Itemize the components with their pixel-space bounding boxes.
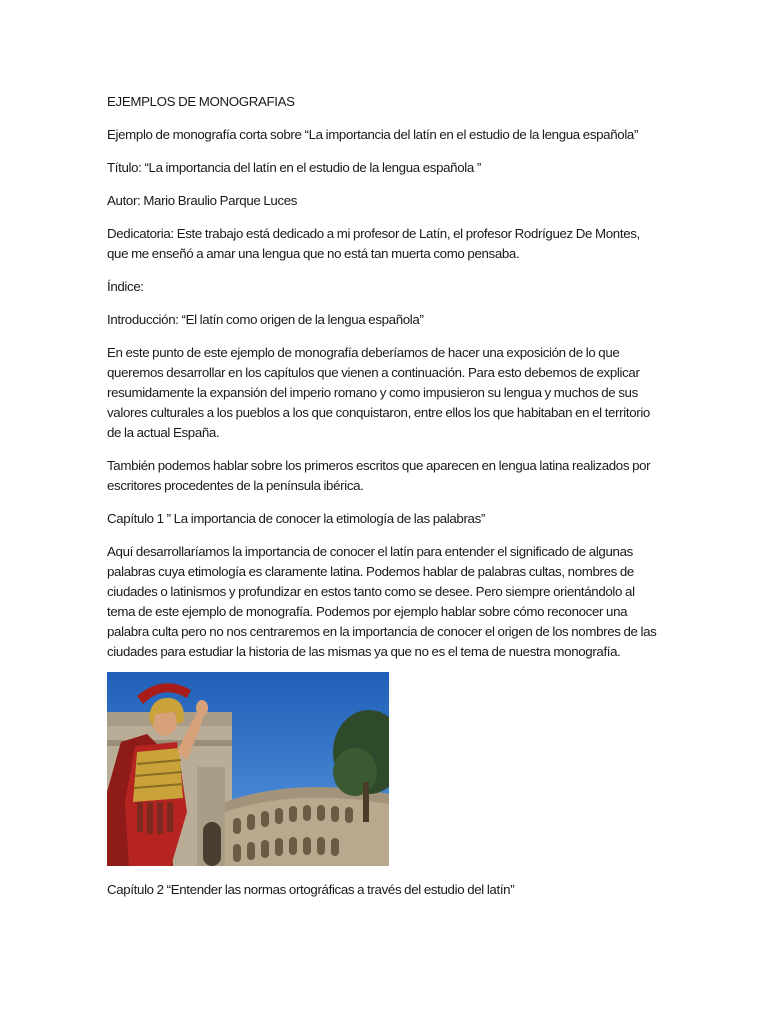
author-line: Autor: Mario Braulio Parque Luces	[107, 193, 298, 208]
intro-paragraph: En este punto de este ejemplo de monografía deberíamos de hacer una exposición de lo que queremos desarrollar en los capítulos que vienen a continuación. Para esto debemos de explicar resumidamente la expansión del imperio romano y como impusieron su lengua y muchos de sus valores culturales a los pueblos a los que conquistaron, entre ellos los que habitaban en el territorio de la actual España.	[107, 345, 650, 440]
dedication-paragraph: Dedicatoria: Este trabajo está dedicado a mi profesor de Latín, el profesor Rodríguez De Montes, que me enseñó a amar una lengua que no está tan muerta como pensaba.	[107, 226, 640, 261]
photo-illustration	[107, 672, 389, 866]
intro-heading: Introducción: “El latín como origen de la lengua española”	[107, 312, 424, 327]
intro-paragraph-2: También podemos hablar sobre los primeros escritos que aparecen en lengua latina realizados por escritores procedentes de la península ibérica.	[107, 458, 651, 493]
document-body	[107, 92, 663, 675]
example-intro: Ejemplo de monografía corta sobre “La importancia del latín en el estudio de la lengua española”	[107, 127, 639, 142]
roman-soldier-colosseum-photo	[107, 672, 389, 866]
title-line: Título: “La importancia del latín en el estudio de la lengua española ”	[107, 160, 481, 175]
chapter1-paragraph: Aquí desarrollaríamos la importancia de conocer el latín para entender el significado de algunas palabras cuya etimología es claramente latina. Podemos hablar de palabras cultas, nombres de ciudades o latinismos y profundizar en estos tanto como se desee. Pero siempre orientándolo al tema de este ejemplo de monografía. Podemos por ejemplo hablar sobre cómo reconocer una palabra culta pero no nos centraremos en la importancia de conocer el origen de los nombres de las ciudades para estudiar la historia de las mismas ya que no es el tema de nuestra monografía.	[107, 544, 657, 659]
document-heading: EJEMPLOS DE MONOGRAFIAS	[107, 94, 295, 109]
chapter1-heading: Capítulo 1 ” La importancia de conocer la etimología de las palabras”	[107, 511, 485, 526]
chapter2-heading: Capítulo 2 “Entender las normas ortográficas a través del estudio del latín”	[107, 882, 515, 897]
index-label: Índice:	[107, 279, 144, 294]
